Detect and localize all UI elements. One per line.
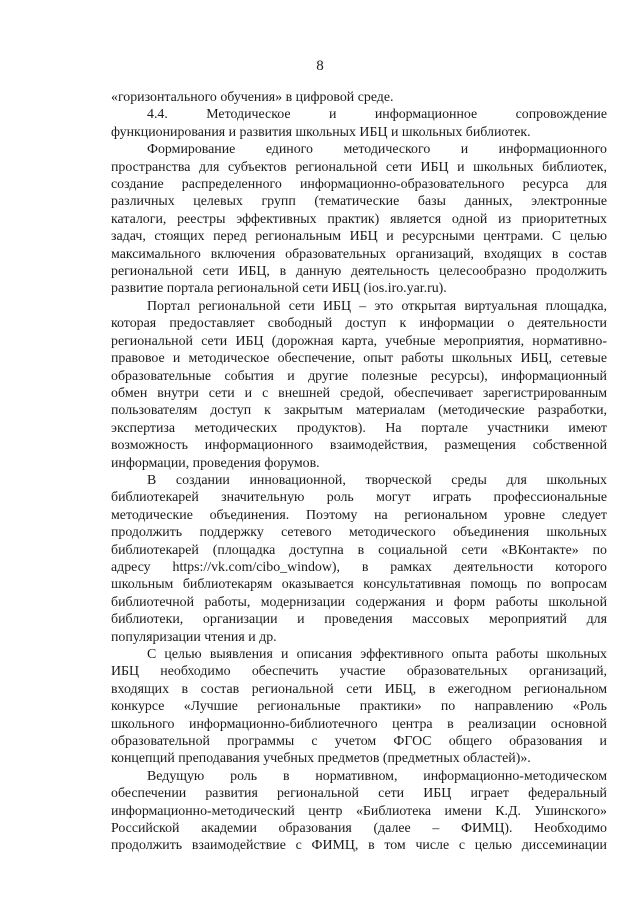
text-line: различных целевых групп (тематические базы данных, электронные: [111, 194, 607, 210]
text-line: которая предоставляет свободный доступ к информации о деятельности: [111, 316, 607, 332]
text-line: информации, проведения форумов.: [111, 455, 320, 471]
text-line: библиотекарей (площадка доступна в социальной сети «ВКонтакте» по: [111, 542, 607, 558]
page-number: 8: [316, 58, 324, 74]
text-line: возможность информационного взаимодействия, размещения собственной: [111, 438, 607, 454]
text-line: продолжить поддержку сетевого методического объединения школьных: [111, 525, 607, 541]
text-line: С целью выявления и описания эффективного опыта работы школьных: [147, 647, 607, 662]
text-line: методические объединения. Поэтому на региональном уровне следует: [111, 507, 607, 523]
text-line: адресу https://vk.com/cibo_window), в рамках деятельности которого: [111, 559, 607, 575]
body-text: [111, 89, 607, 855]
text-line: функционирования и развития школьных ИБЦ и школьных библиотек.: [111, 124, 531, 140]
text-line: «горизонтального обучения» в цифровой среде.: [111, 90, 394, 105]
text-line: 4.4. Методическое и информационное сопровождение: [147, 107, 607, 123]
text-line: школьным библиотекарям оказывается консультативная помощь по вопросам: [111, 577, 607, 593]
text-line: обмен внутри сети и с внешней средой, обеспечивает зарегистрированным: [111, 385, 607, 401]
text-line: задач, стоящих перед региональным ИБЦ и ресурсными центрами. С целью: [111, 229, 607, 245]
text-line: концепций преподавания учебных предметов (предметных областей)».: [111, 751, 531, 767]
text-line: популяризации чтения и др.: [111, 629, 277, 645]
text-line: продолжить взаимодействие с ФИМЦ, в том числе с целью диссеминации: [111, 838, 607, 854]
text-line: информационно-методический центр «Библиотека имени К.Д. Ушинского»: [111, 803, 607, 819]
text-line: Ведущую роль в нормативном, информационно-методическом: [147, 768, 607, 784]
text-line: региональной сети ИБЦ (дорожная карта, учебные мероприятия, нормативно-: [111, 333, 607, 349]
text-line: конкурсе «Лучшие региональные практики» по направлению «Роль: [111, 699, 607, 715]
text-line: Формирование единого методического и информационного: [147, 142, 607, 158]
text-line: библиотеки, организации и проведения массовых мероприятий для: [111, 612, 607, 628]
text-line: максимального включения образовательных организаций, входящих в состав: [111, 246, 607, 262]
text-line: В создании инновационной, творческой среды для школьных: [147, 472, 607, 488]
text-line: образовательные события и другие полезные ресурсы), информационный: [111, 368, 607, 384]
text-line: ИБЦ необходимо обеспечить участие образовательных организаций,: [111, 664, 607, 680]
text-line: каталоги, реестры эффективных практик) является одной из приоритетных: [111, 211, 607, 227]
text-line: пользователям доступ к закрытым материалам (методические разработки,: [111, 403, 607, 419]
text-line: экспертиза методических продуктов). На портале участники имеют: [111, 420, 607, 436]
text-line: школьного информационно-библиотечного центра в реализации основной: [111, 716, 607, 732]
text-line: входящих в состав региональной сети ИБЦ, в ежегодном региональном: [111, 681, 607, 697]
text-line: Портал региональной сети ИБЦ – это открытая виртуальная площадка,: [147, 298, 607, 314]
text-line: библиотечной работы, модернизации содержания и форм работы школьной: [111, 594, 607, 610]
text-line: правовое и методическое обеспечение, опыт работы школьных ИБЦ, сетевые: [111, 351, 607, 367]
text-line: Российской академии образования (далее – ФИМЦ). Необходимо: [111, 821, 607, 837]
text-line: пространства для субъектов региональной сети ИБЦ и школьных библиотек,: [111, 159, 607, 175]
text-line: региональной сети ИБЦ, в данную деятельность целесообразно продолжить: [111, 264, 607, 280]
text-line: образовательной программы с учетом ФГОС общего образования и: [111, 734, 607, 750]
text-line: библиотекарей значительную роль могут играть профессиональные: [111, 490, 607, 506]
text-line: развитие портала региональной сети ИБЦ (ios.iro.yar.ru).: [111, 281, 447, 297]
text-line: создание распределенного информационно-образовательного ресурса для: [111, 177, 607, 193]
text-line: обеспечении развития региональной сети ИБЦ играет федеральный: [111, 786, 607, 802]
